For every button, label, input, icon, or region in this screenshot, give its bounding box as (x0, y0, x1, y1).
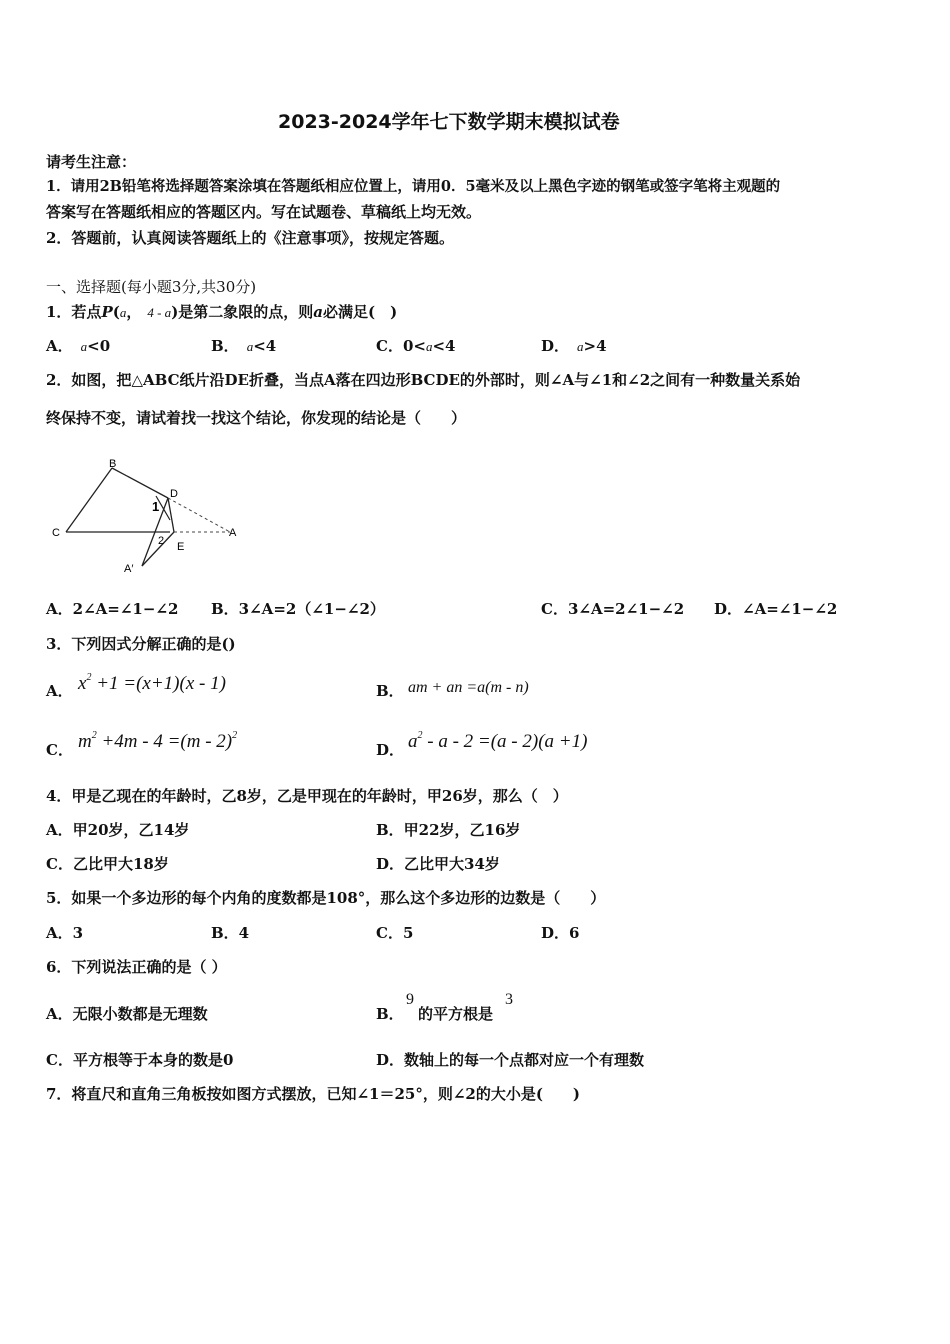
q3-c-mid: +4m - 4 =(m - 2) (96, 731, 233, 752)
q1-option-d-label: D． (541, 337, 570, 355)
fig-label-angle-1: 1 (152, 499, 160, 514)
q6-option-b-nine: 9 (406, 991, 414, 1008)
q1-comma: ， (126, 303, 142, 321)
page-title: 2023-2024学年七下数学期末模拟试卷 (278, 111, 620, 133)
section-heading: 一、选择题(每小题3分,共30分) (46, 278, 257, 296)
q6-option-b-three: 3 (505, 991, 513, 1008)
q1-text-1: 1．若点 (46, 303, 102, 321)
fig-label-e: E (177, 541, 185, 553)
q5-option-a[interactable]: A．3 (46, 924, 84, 942)
q3-c-exp: 2 (91, 730, 97, 741)
q2-option-c[interactable]: C．3∠A=2∠1−∠2 (541, 600, 685, 618)
q3-option-d-expr[interactable] (408, 730, 587, 754)
q1-variable: a (313, 303, 324, 321)
q3-d-base: a (408, 731, 418, 752)
fig-label-a: A (229, 527, 237, 539)
question-6-stem: 6．下列说法正确的是（ ） (46, 958, 227, 976)
q1-option-a-var: a (80, 339, 88, 354)
fig-dash-da (168, 498, 230, 532)
q1-paren-open: ( (112, 303, 120, 321)
q3-option-b-expr[interactable]: am + an =a(m - n) (408, 679, 529, 696)
q1-coord-x: a (119, 305, 127, 320)
q3-option-a-expr[interactable] (78, 672, 226, 696)
question-3-stem: 3．下列因式分解正确的是() (46, 635, 236, 653)
q3-d-rest: - a - 2 =(a - 2)(a +1) (422, 731, 588, 752)
q3-option-d-label[interactable]: D． (376, 741, 405, 759)
fig-line-bc (66, 468, 112, 532)
q1-option-b[interactable] (211, 336, 276, 357)
q3-option-c-expr[interactable] (78, 730, 237, 754)
q5-option-d[interactable]: D．6 (541, 924, 580, 942)
q4-option-b[interactable]: B．甲22岁，乙16岁 (376, 821, 521, 839)
q1-option-d[interactable] (541, 336, 607, 357)
q3-c-exp2: 2 (232, 730, 238, 741)
fig-label-d: D (170, 488, 178, 500)
q3-option-b-label[interactable]: B． (376, 682, 404, 700)
question-7-stem: 7．将直尺和直角三角板按如图方式摆放，已知∠1＝25°，则∠2的大小是( ) (46, 1085, 581, 1103)
fig-line-bd (112, 468, 168, 498)
q1-option-c-label: C． (376, 337, 403, 355)
q1-coord-y: 4 - a (147, 305, 172, 320)
notice-heading: 请考生注意： (46, 153, 137, 171)
q5-option-b[interactable]: B．4 (211, 924, 250, 942)
q1-option-d-rest: >4 (583, 337, 607, 355)
q6-option-a[interactable]: A．无限小数都是无理数 (46, 1005, 208, 1023)
q4-option-d[interactable]: D．乙比甲大34岁 (376, 855, 500, 873)
q2-option-d[interactable]: D．∠A=∠1−∠2 (714, 600, 838, 618)
q1-option-c-var: a (425, 339, 433, 354)
q1-option-b-label: B． (211, 337, 239, 355)
q1-option-d-var: a (577, 339, 584, 354)
q1-option-b-var: a (246, 339, 254, 354)
q1-option-b-rest: <4 (253, 337, 277, 355)
q1-text-3: 必满足( ) (323, 303, 398, 321)
q2-figure (40, 450, 250, 580)
q4-option-a[interactable]: A．甲20岁，乙14岁 (46, 821, 190, 839)
q6-option-b-label: B． (376, 1005, 404, 1023)
q1-option-a-rest: <0 (87, 337, 111, 355)
q3-option-c-label[interactable]: C． (46, 741, 73, 759)
question-2-line-1: 2．如图，把△ABC纸片沿DE折叠，当点A落在四边形BCDE的外部时，则∠A与∠1和∠2之间有一种数量关系始 (46, 371, 801, 389)
q6-option-b[interactable] (376, 1004, 404, 1024)
fig-label-angle-2: 2 (158, 535, 165, 547)
q3-c-base: m (78, 731, 92, 752)
q1-option-a-label: A． (46, 337, 73, 355)
q1-option-c-rest: <4 (432, 337, 456, 355)
q1-option-c-pre: 0< (402, 337, 426, 355)
q3-d-exp: 2 (417, 730, 423, 741)
question-1-stem (46, 302, 397, 323)
fig-label-c: C (52, 527, 60, 539)
q3-a-base: x (78, 673, 87, 694)
fig-label-b: B (109, 458, 117, 470)
q1-option-c[interactable] (376, 336, 455, 357)
q1-point-name: P (101, 303, 113, 321)
question-2-line-2: 终保持不变，请试着找一找这个结论，你发现的结论是（ ） (46, 409, 467, 427)
q6-option-b-text: 的平方根是 (418, 1005, 494, 1023)
q1-option-a[interactable] (46, 336, 110, 357)
notice-line-1: 1．请用2B铅笔将选择题答案涂填在答题纸相应位置上，请用0．5毫米及以上黑色字迹的钢笔或签字笔将主观题的 (46, 178, 781, 195)
q4-option-c[interactable]: C．乙比甲大18岁 (46, 855, 169, 873)
q1-text-2: )是第二象限的点，则 (171, 303, 314, 321)
fig-label-a-prime: A′ (124, 563, 134, 575)
q5-option-c[interactable]: C．5 (376, 924, 414, 942)
q6-option-d[interactable]: D．数轴上的每一个点都对应一个有理数 (376, 1051, 645, 1069)
q2-option-b[interactable]: B．3∠A=2（∠1−∠2） (211, 600, 385, 618)
q2-option-a[interactable]: A．2∠A=∠1−∠2 (46, 600, 179, 618)
fig-line-de (168, 498, 174, 532)
q3-option-a-label[interactable]: A． (46, 682, 73, 700)
q3-a-rest: +1 =(x+1)(x - 1) (91, 673, 226, 694)
notice-line-3: 2．答题前，认真阅读答题纸上的《注意事项》，按规定答题。 (46, 229, 454, 247)
question-5-stem: 5．如果一个多边形的每个内角的度数都是108°，那么这个多边形的边数是（ ） (46, 889, 606, 907)
question-4-stem: 4．甲是乙现在的年龄时，乙8岁，乙是甲现在的年龄时，甲26岁，那么（ ） (46, 787, 568, 805)
q3-a-exp: 2 (86, 672, 92, 683)
notice-line-2: 答案写在答题纸相应的答题区内。写在试题卷、草稿纸上均无效。 (46, 203, 482, 221)
q6-option-c[interactable]: C．平方根等于本身的数是0 (46, 1051, 234, 1069)
